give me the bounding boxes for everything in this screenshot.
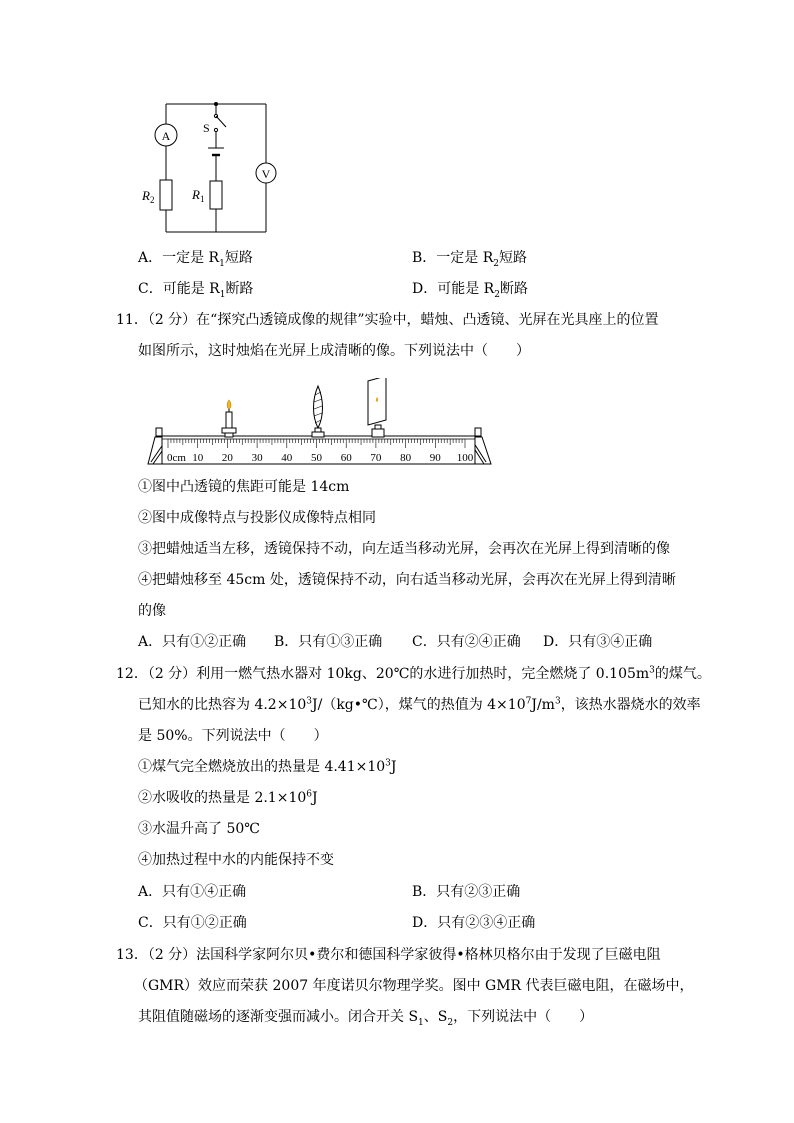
q10-option-b[interactable]: B．一定是 $R_2$短路 (412, 250, 528, 269)
q11-option-d[interactable]: D．只有③④正确 (543, 634, 653, 650)
q12-option-d[interactable]: D．只有②③④正确 (412, 915, 536, 931)
light-screen (368, 378, 386, 437)
rail-tick-label: 70 (370, 452, 382, 464)
q12-statement-3: ③水温升高了 50℃ (138, 821, 260, 837)
q12-option-b[interactable]: B．只有②③正确 (412, 884, 521, 900)
q12-stem-line2: 已知水的比热容为 $4.2\times 10^3J/(kg•℃)$，煤气的热值为 $4\times 10^7J/m^3$，该热水器烧水的效率 (138, 696, 701, 713)
rail-tick-label: 30 (251, 452, 263, 464)
r2-label: $R_2$ (142, 188, 155, 205)
q10-option-c[interactable]: C．可能是 $R_1$断路 (138, 281, 254, 300)
candle (222, 400, 236, 437)
rail-tick-label: 60 (340, 452, 352, 464)
convex-lens (312, 386, 324, 437)
q11-statement-4a: ④把蜡烛移至 45cm 处，透镜保持不动，向右适当移动光屏，会再次在光屏上得到清晰 (138, 572, 676, 588)
q11-option-a[interactable]: A．只有①②正确 (138, 634, 247, 650)
q12-statement-2: ②水吸收的热量是 $2.1\times 10^6J$ (138, 789, 318, 806)
q13-stem-line3: 其阻值随磁场的逐渐变强而减小。闭合开关 $S_1$、$S_2$，下列说法中（ ） (138, 1009, 594, 1028)
q11-option-b[interactable]: B．只有①③正确 (274, 634, 383, 650)
rail-tick-label: 90 (429, 452, 441, 464)
r1-label: $R_1$ (192, 187, 205, 204)
q11-statement-2: ②图中成像特点与投影仪成像特点相同 (138, 510, 376, 526)
ammeter-symbol (155, 124, 177, 146)
rail-tick-label: 10 (192, 452, 204, 464)
optical-bench-diagram (140, 378, 500, 468)
resistor-r1 (210, 181, 222, 209)
rail-tick-label: 20 (221, 452, 233, 464)
rail-tick-label: 50 (311, 452, 322, 464)
rail-tick-label: 80 (400, 452, 412, 464)
q11-statement-3: ③把蜡烛适当左移，透镜保持不动，向左适当移动光屏，会再次在光屏上得到清晰的像 (138, 541, 670, 557)
voltmeter-label: V (261, 167, 271, 181)
q11-stem-line2: 如图所示，这时烛焰在光屏上成清晰的像。下列说法中（ ） (138, 343, 530, 359)
q12-option-a[interactable]: A．只有①④正确 (138, 884, 247, 900)
q11-statement-1: ①图中凸透镜的焦距可能是 14cm (138, 479, 350, 495)
q12-statement-4: ④加热过程中水的内能保持不变 (138, 852, 334, 868)
resistor-r2 (160, 180, 172, 210)
circuit-diagram (140, 96, 280, 236)
q11-option-c[interactable]: C．只有②④正确 (412, 634, 521, 650)
q10-option-a[interactable]: A．一定是 $R_1$短路 (138, 250, 253, 269)
voltmeter-symbol (256, 163, 276, 183)
q12-stem-line1: 12．（2 分）利用一燃气热水器对 10kg、20℃的水进行加热时，完全燃烧了 $0.105m^3$的煤气。 (116, 665, 711, 682)
q12-statement-1: ①煤气完全燃烧放出的热量是 $4.41\times 10^3J$ (138, 758, 397, 775)
q10-option-d[interactable]: D．可能是 $R_2$断路 (412, 281, 528, 300)
q13-stem-line2: （GMR）效应而荣获 2007 年度诺贝尔物理学奖。图中 GMR 代表巨磁电阻，在磁场中， (134, 978, 694, 994)
rail-tick-label: 40 (281, 452, 293, 464)
q11-stem-line1: 11．（2 分）在“探究凸透镜成像的规律”实验中，蜡烛、凸透镜、光屏在光具座上的位置 (116, 312, 659, 328)
junction-dot (214, 102, 218, 106)
q11-statement-4b: 的像 (138, 603, 166, 619)
battery-symbol (208, 148, 224, 162)
rail-tick-label: 0cm (167, 452, 186, 464)
q12-option-c[interactable]: C．只有①②正确 (138, 915, 247, 931)
q13-stem-line1: 13．（2 分）法国科学家阿尔贝•费尔和德国科学家彼得•格林贝格尔由于发现了巨磁电阻 (116, 947, 661, 963)
rail-tick-label: 100 (456, 452, 474, 464)
q12-stem-line3: 是 50%。下列说法中（ ） (138, 728, 328, 744)
switch-symbol (214, 114, 226, 131)
ammeter-label: A (161, 129, 171, 143)
switch-label: S (203, 121, 210, 135)
